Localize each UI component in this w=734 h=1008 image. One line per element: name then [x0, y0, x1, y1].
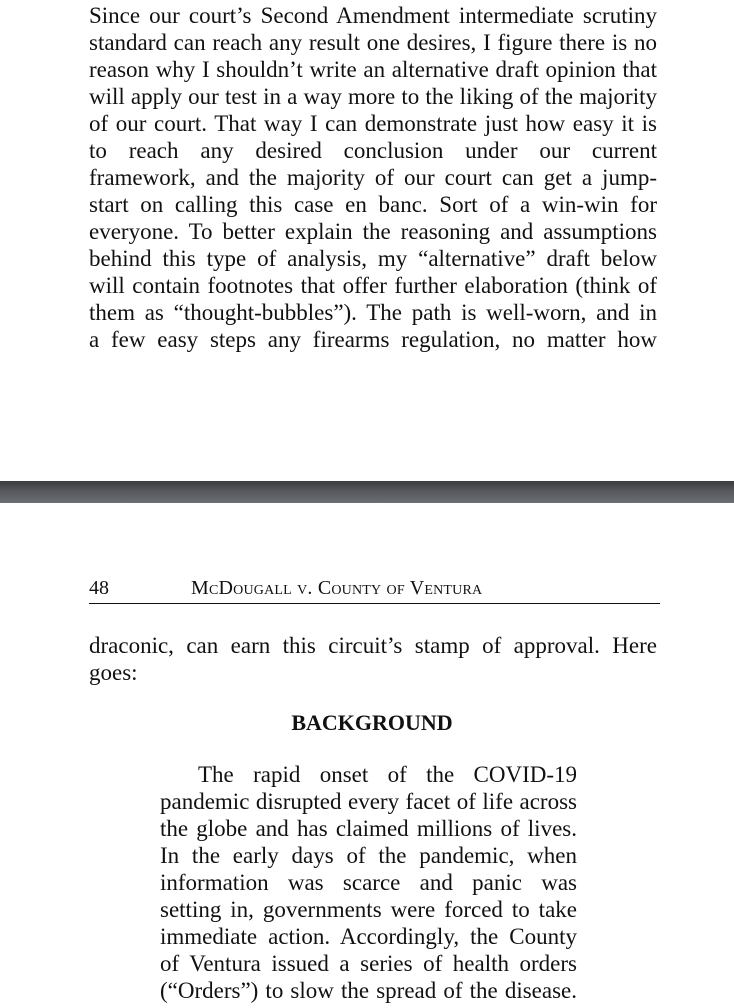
body-text-line: reason why I shouldn’t write an alternative draft opinion that — [89, 57, 657, 82]
body-text-line: goes: — [89, 660, 138, 685]
case-title: McDougall v. County of Ventura — [191, 577, 483, 599]
quote-text-line: (“Orders”) to slow the spread of the disease. — [160, 978, 577, 1003]
body-text-line: Since our court’s Second Amendment intermediate scrutiny — [89, 3, 657, 28]
body-text-line: standard can reach any result one desires, I figure there is no — [89, 30, 657, 55]
quote-text-line: the globe and has claimed millions of lives. — [160, 816, 577, 841]
page-separator — [0, 481, 734, 503]
body-text-line: a few easy steps any firearms regulation, no matter how — [89, 327, 657, 352]
body-text-line: behind this type of analysis, my “alternative” draft below — [89, 246, 657, 271]
body-text-line: them as “thought-bubbles”). The path is well-worn, and in — [89, 300, 657, 325]
section-heading: BACKGROUND — [291, 710, 453, 735]
quote-text-line: information was scarce and panic was — [160, 870, 577, 895]
body-text-line: will contain footnotes that offer further elaboration (think of — [89, 273, 657, 298]
quote-text-line: setting in, governments were forced to take — [160, 897, 577, 922]
body-text-line: framework, and the majority of our court can get a jump- — [89, 165, 657, 190]
quote-text-line: immediate action. Accordingly, the County — [160, 924, 577, 949]
quote-text-line: pandemic disrupted every facet of life across — [160, 789, 577, 814]
body-text-line: draconic, can earn this circuit’s stamp of approval. Here — [89, 633, 657, 658]
body-text-line: to reach any desired conclusion under our current — [89, 138, 657, 163]
body-text-line: start on calling this case en banc. Sort of a win-win for — [89, 192, 657, 217]
running-header — [89, 576, 660, 604]
page-number: 48 — [89, 577, 109, 599]
body-text-line: everyone. To better explain the reasoning and assumptions — [89, 219, 657, 244]
quote-text-line: In the early days of the pandemic, when — [160, 843, 577, 868]
quote-text-line: The rapid onset of the COVID-19 — [198, 762, 577, 787]
body-text-line: will apply our test in a way more to the liking of the majority — [89, 84, 657, 109]
quote-text-line: of Ventura issued a series of health orders — [160, 951, 577, 976]
document-page-top — [0, 0, 734, 481]
body-text-line: of our court. That way I can demonstrate just how easy it is — [89, 111, 657, 136]
